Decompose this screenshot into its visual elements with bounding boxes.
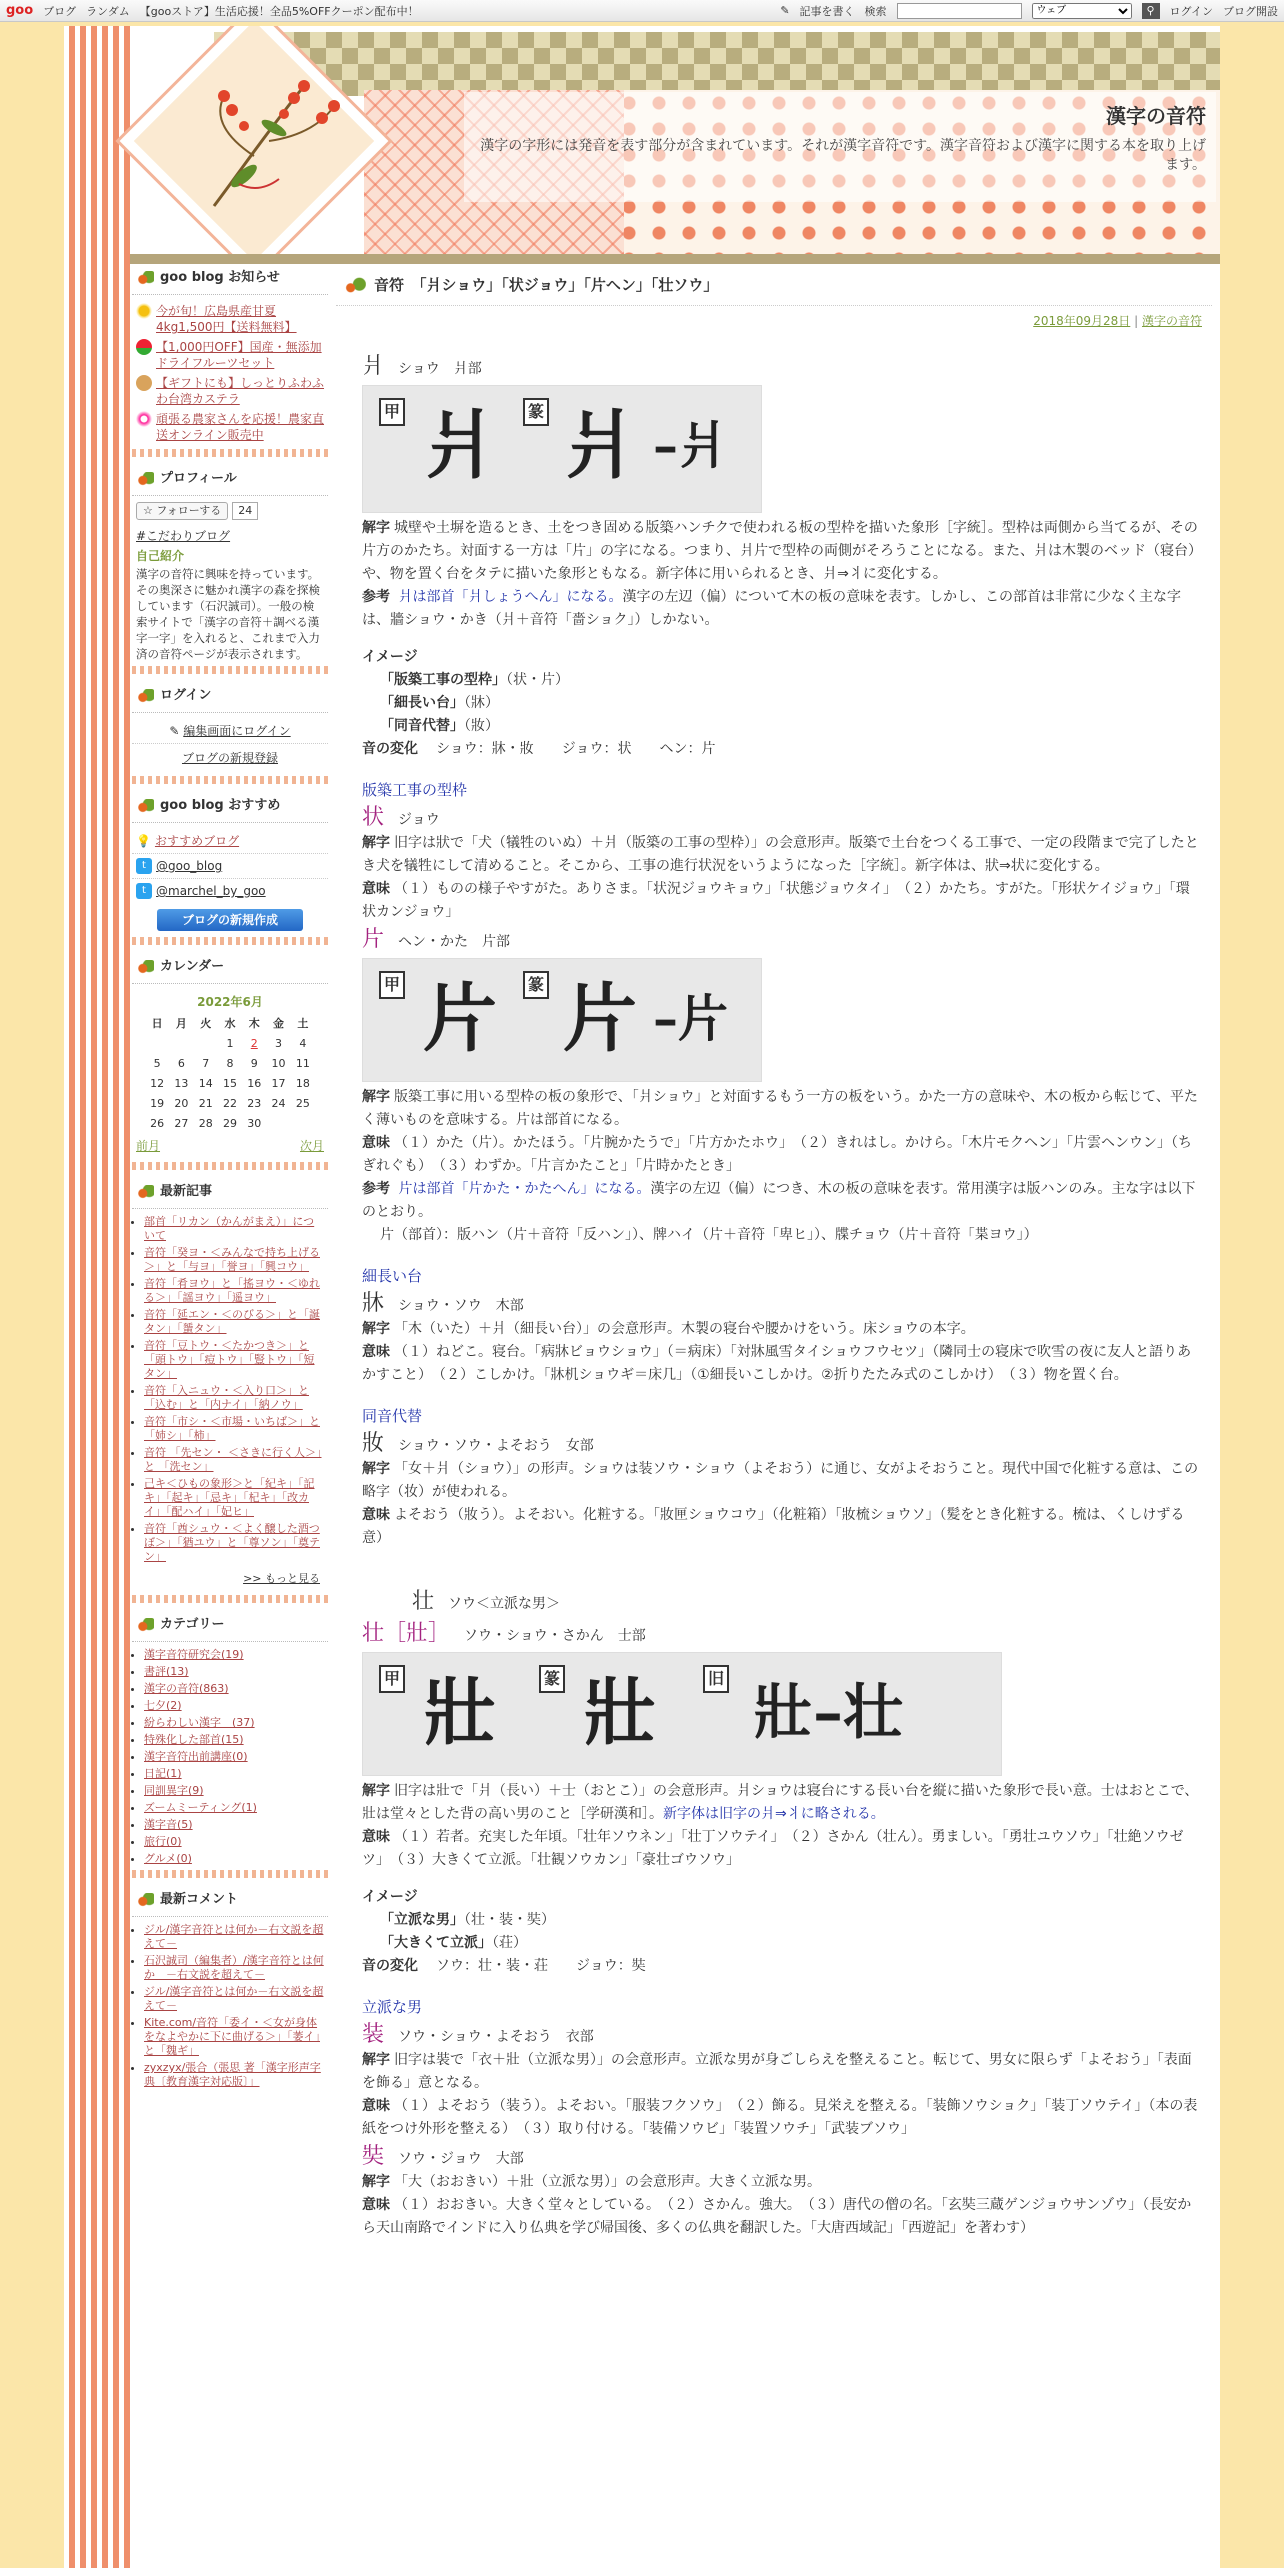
section-subtitle: 細長い台 <box>362 1267 423 1285</box>
calendar-day: 30 <box>247 1117 262 1130</box>
profile-tag-link[interactable]: #こだわりブログ <box>136 529 231 543</box>
comment-item <box>144 2061 324 2089</box>
kanji-script-image: 甲 篆 片 片 –片 <box>362 958 762 1082</box>
kanji-script-image: 甲 篆 爿 爿 –爿 <box>362 385 762 513</box>
recent-post-link[interactable]: 己キ＜ひもの象形＞と「紀キ」「記キ」「起キ」「忌キ」「杞キ」「改カイ」「配ハイ」「妃ヒ」 <box>144 1477 315 1518</box>
calendar-weekday: 土 <box>297 1017 309 1030</box>
category-item-link[interactable]: 日記(1) <box>144 1767 182 1780</box>
calendar-day <box>266 1114 290 1134</box>
leaf-icon <box>138 1185 154 1199</box>
recent-post-link[interactable]: 音符 「先セン・ ＜さきに行く人＞」と 「洗セン」 <box>144 1446 322 1473</box>
top-toolbar <box>0 0 1284 22</box>
toolbar-link-blog[interactable]: ブログ <box>43 4 77 18</box>
flower-icon <box>136 411 152 427</box>
pencil-icon: ✎ <box>169 724 180 738</box>
entry-body: 爿 ショウ 爿部 甲 篆 爿 爿 –爿 解字 城壁や土塀を造るとき、土をつき固める版築ハンチクで使われる板の型枠を描いた象形［字統］。型枠は両側から当てるが、その片方のかたち。対面する一方は「片」の字になる。つまり、爿片で型枠の両側がそろうことになる。また、爿は木製のベッド（寝台）や、物を置く台をタテに描いた象形ともなる。新字体に用いられるとき、爿⇒丬に変化する。 参考 爿は部首「爿しょうへん」になる。漢字の左辺（偏）について木の板の意味を表す。しかし、この部首は非常に少なく主な字は、牆ショウ・かき（爿＋音符「嗇ショク」）しかない。 イメージ 「版築工事の型枠」（状・片） 「細長い台」（牀） 「同音代替」（妝） 音の変化 ショウ：牀・妝 ジョウ：状 ヘン：片 版築工事の型枠 状 ジョウ 解字 旧字は狀で「犬（犠牲のいぬ）＋爿（版築の工事の型枠）」の会意形声。版築で土台をつくる工事で、一定の段階まで完了したとき犬を犠牲にして清めること。そこから、工事の進行状況をいうようになった［字統］。新字体は、狀⇒状に変化する。 意味 （１）ものの様子やすがた。ありさま。「状況ジョウキョウ」「状態ジョウタイ」 （２）かたち。すがた。「形状ケイジョウ」「環状カンジョウ」 片 ヘン・かた 片部 甲 篆 片 片 –片 解字 版築工事に用いる型枠の板の象形で、「爿ショウ」と対面するもう一方の板をいう。かた一方の意味や、木の板から転じて、平たく薄いものを意味する。片は部首になる。 意味 （１）かた（片）。かたほう。「片腕かたうで」「片方かたホウ」 （２）きれはし。かけら。「木片モクヘン」「片雲ヘンウン」（ちぎれぐも） （３）わずか。「片言かたこと」「片時かたとき」 参考 片は部首「片かた・かたへん」になる。漢字の左辺（偏）につき、木の板の意味を表す。常用漢字は版ハンのみ。主な字は以下のとおり。 片（部首）：版ハン（片＋音符「反ハン」）、牌ハイ（片＋音符「卑ヒ」）、牒チョウ（片＋音符「枼ヨウ」） 細長い台 牀 ショウ・ソウ 木部 解字 「木（いた）＋爿（細長い台）」の会意形声。木製の寝台や腰かけをいう。床ショウの本字。 意味 （１）ねどこ。寝台。「病牀ビョウショウ」（＝病床）「対牀風雪タイショウフウセツ」（隣同士の寝床で吹雪の夜に友人と語りあかすこと） （２）こしかけ。「牀机ショウギ＝床几」（①細長いこしかけ。②折りたたみ式のこしかけ） （３）物を置く台。 同音代替 妝 ショウ・ソウ・よそおう 女部 解字 「女＋爿（ショウ）」の形声。ショウは装ソウ・ショウ（よそおう）に通じ、女がよそおうこと。現代中国で化粧する意は、この略字（妆）が使われる。 意味 よそおう（妝う）。よそおい。化粧する。「妝匣ショウコウ」（化粧箱）「妝梳ショウソ」（髪をとき化粧する。梳は、くしけずる意） 壮 ソウ＜立派な男＞ 壮［壯］ ソウ・ショウ・さかん 士部 甲 篆 旧 壯 壯 壯–壮 解字 旧字は壯で「爿（長い）＋士（おとこ）」の会意形声。爿ショウは寝台にする長い台を縦に描いた象形で長い意。士はおとこで、壯は堂々とした背の高い男のこと［学研漢和］。新字体は旧字の爿⇒丬に略される。 意味 （１）若者。充実した年頃。「壮年ソウネン」「壮丁ソウテイ」 （２）さかん（壮ん）。勇ましい。「勇壮ユウソウ」「壮絶ソウゼツ」 （３）大きくて立派。「壮観ソウカン」「豪壮ゴウソウ」 イメージ 「立派な男」（壮・装・奘） 「大きくて立派」（荘） 音の変化 ソウ：壮・装・荘 ジョウ：奘 立派な男 装 ソウ・ショウ・よそおう 衣部 解字 旧字は裝で「衣＋壯（立派な男）」の会意形声。立派な男が身ごしらえを整えること。転じて、男女に限らず「よそおう」「表面を飾る」意となる。 意味 （１）よそおう（装う）。よそおい。「服装フクソウ」 （２）飾る。見栄えを整える。「装飾ソウショク」「装丁ソウテイ」（本の表紙をつけ外形を整える） （３）取り付ける。「装備ソウビ」「装置ソウチ」「武装ブソウ」 奘 ソウ・ジョウ 大部 解字 「大（おおきい）＋壯（立派な男）」の会意形声。大きく立派な男。 意味 （１）おおきい。大きく堂々としている。 （２）さかん。強大。 （３）唐代の僧の名。「玄奘三蔵ゲンジョウサンゾウ」（長安から天山南路でインドに入り仏典を学び帰国後、多くの仏典を翻訳した。「大唐西域記」「西遊記」を著わす） <box>362 354 1199 2236</box>
calendar-day: 5 <box>153 1057 161 1070</box>
watermelon-icon <box>136 339 152 355</box>
blog-header <box>64 26 1220 264</box>
category-item-link[interactable]: 漢字音符出前講座(0) <box>144 1750 248 1763</box>
login-box: ログイン ✎ 編集画面にログイン ブログの新規登録 <box>132 682 328 784</box>
recent-post-link[interactable]: 音符「癸ヨ・＜みんなで持ち上げる＞」と「与ヨ」「誉ヨ」「興コウ」 <box>144 1246 320 1273</box>
calendar-table <box>145 1014 315 1134</box>
bulb-icon: 💡 <box>136 834 151 848</box>
entry-meta: 2018年09月28日 | 漢字の音符 <box>1033 314 1202 328</box>
calendar-day: 10 <box>271 1057 286 1070</box>
kanji-heading: 爿 ショウ 爿部 <box>362 354 482 379</box>
category-item-link[interactable]: 七夕(2) <box>144 1699 182 1712</box>
blog-title[interactable]: 漢字の音符 <box>1106 104 1206 128</box>
calendar-weekday: 水 <box>224 1017 236 1030</box>
comment-item <box>144 1985 324 2013</box>
category-item-link[interactable]: グルメ(0) <box>144 1852 192 1865</box>
calendar-day: 4 <box>299 1037 307 1050</box>
leaf-icon <box>138 472 154 486</box>
entry-date-link[interactable]: 2018年09月28日 <box>1033 314 1131 328</box>
recent-post <box>144 1339 324 1381</box>
search-icon: ⚲ <box>1146 4 1155 17</box>
category-item <box>144 1818 324 1832</box>
prev-month-link[interactable]: 前月 <box>136 1139 161 1153</box>
calendar-day: 17 <box>271 1077 286 1090</box>
notice-item[interactable]: 【ギフトにも】しっとりふわふわ台湾カステラ <box>132 373 328 409</box>
recent-post-link[interactable]: 音符「入ニュウ・＜入り口＞」と「込む」と「内ナイ」「納ノウ」 <box>144 1384 309 1411</box>
calendar-day: 20 <box>174 1097 189 1110</box>
calendar-day: 7 <box>202 1057 210 1070</box>
category-item-link[interactable]: 漢字の音符(863) <box>144 1682 229 1695</box>
sun-icon <box>136 303 152 319</box>
recent-post <box>144 1477 324 1519</box>
category-item <box>144 1682 324 1696</box>
comment-item-link[interactable]: ジル/漢字音符とは何か－右文説を超えて－ <box>144 1985 324 2012</box>
calendar-month: 2022年6月 <box>197 995 263 1009</box>
calendar-day: 13 <box>174 1077 189 1090</box>
calendar-weekday: 火 <box>200 1017 212 1030</box>
category-item <box>144 1750 324 1764</box>
header-bottom-bar <box>130 254 1220 264</box>
calendar-day: 15 <box>222 1077 237 1090</box>
more-posts-link[interactable]: >> もっと見る <box>243 1572 320 1585</box>
comment-item-link[interactable]: Kite.com/音符「委イ・＜女が身体をなよやかに下に曲げる＞」「萎イ」と「魏ギ」 <box>144 2016 320 2057</box>
category-item-link[interactable]: 漢字音符研究会(19) <box>144 1648 244 1661</box>
login-link[interactable]: ログイン <box>1169 4 1213 18</box>
calendar-day[interactable]: 2 <box>250 1037 258 1050</box>
calendar-day: 23 <box>247 1097 262 1110</box>
search-scope-select[interactable] <box>1032 3 1132 19</box>
intro-title: 自己紹介 <box>136 549 185 563</box>
notice-item[interactable]: 【1,000円OFF】国産・無添加ドライフルーツセット <box>132 337 328 373</box>
calendar-day: 28 <box>198 1117 213 1130</box>
calendar-day: 1 <box>226 1037 234 1050</box>
toolbar-link-random[interactable]: ランダム <box>86 4 130 18</box>
category-item-link[interactable]: 特殊化した部首(15) <box>144 1733 244 1746</box>
toolbar-promo-link[interactable]: 【gooストア】生活応援！全品5%OFFクーポン配布中！ <box>139 4 419 18</box>
title-panel <box>464 92 1216 202</box>
open-blog-link[interactable]: ブログ開設 <box>1223 4 1278 18</box>
twitter-goo-link[interactable]: @goo_blog <box>156 859 223 873</box>
follow-button[interactable]: ☆ フォローする <box>136 502 228 520</box>
comment-item <box>144 1923 324 1951</box>
create-blog-button[interactable]: ブログの新規作成 <box>157 909 303 931</box>
section-subtitle: 立派な男 <box>362 1998 423 2016</box>
calendar-day <box>194 1034 218 1054</box>
entry-header <box>336 266 1212 306</box>
recent-post <box>144 1522 324 1564</box>
recent-post-link[interactable]: 音符「市シ・＜市場・いちば＞」と「姉シ」「柿」 <box>144 1415 320 1442</box>
recent-comments-box: 最新コメント • ジル/漢字音符とは何か－右文説を超えて－ • 石沢誠司（編集者）/漢字音符とは何か －右文説を超えて－ • ジル/漢字音符とは何か－右文説を超えて－ • Kite.com/音符「委イ・＜女が身体をなよやかに下に曲げる＞」「萎イ」と「魏ギ」 • zyxzyx/張合（張思 著「漢字形声字典〔教育漢字対応版〕」 <box>132 1886 328 2089</box>
kanji-script-image: 甲 篆 旧 壯 壯 壯–壮 <box>362 1652 1002 1776</box>
recent-post-link[interactable]: 音符「酋シュウ・＜よく醸した酒つぼ＞」「猶ユウ」と「尊ソン」「奠テン」 <box>144 1522 320 1563</box>
calendar-weekday: 木 <box>248 1017 260 1030</box>
comment-item <box>144 2016 324 2058</box>
follow-count: 24 <box>232 502 258 520</box>
search-button[interactable] <box>1142 3 1160 19</box>
notice-item[interactable]: 頑張る農家さんを応援！農家直送オンライン販売中 <box>132 409 328 445</box>
calendar-day: 14 <box>198 1077 213 1090</box>
calendar-day: 22 <box>222 1097 237 1110</box>
leaf-icon <box>138 799 154 813</box>
category-item-link[interactable]: 同訓異字(9) <box>144 1784 204 1797</box>
calendar-weekday: 月 <box>175 1017 187 1030</box>
leaf-icon <box>138 1893 154 1907</box>
category-item-link[interactable]: 紛らわしい漢字 (37) <box>144 1716 255 1729</box>
category-item <box>144 1835 324 1849</box>
recent-post <box>144 1246 324 1274</box>
search-input[interactable] <box>897 3 1022 19</box>
paragraph: 参考 爿は部首「爿しょうへん」になる。漢字の左辺（偏）について木の板の意味を表す。しかし、この部首は非常に少なく主な字は、牆ショウ・かき（爿＋音符「嗇ショク」）しかない。 <box>362 589 1182 628</box>
recent-post <box>144 1215 324 1243</box>
calendar-day: 21 <box>198 1097 213 1110</box>
leaf-icon <box>138 960 154 974</box>
calendar-day <box>291 1114 315 1134</box>
sidebar <box>132 264 328 2097</box>
category-item-link[interactable]: 旅行(0) <box>144 1835 182 1848</box>
osusume-box: goo blog おすすめ 💡 おすすめブログ t @goo_blog t @marchel_by_goo ブログの新規作成 <box>132 792 328 945</box>
category-item <box>144 1784 324 1798</box>
comment-item-link[interactable]: 石沢誠司（編集者）/漢字音符とは何か －右文説を超えて－ <box>144 1954 324 1981</box>
recent-post-link[interactable]: 部首「リカン（かんがまえ）」について <box>144 1215 315 1242</box>
leaf-icon <box>344 277 366 295</box>
calendar-day: 27 <box>174 1117 189 1130</box>
calendar-day: 29 <box>222 1117 237 1130</box>
recent-post <box>144 1277 324 1305</box>
section-subtitle: 同音代替 <box>362 1407 423 1425</box>
osusume-link[interactable]: おすすめブログ <box>154 834 240 848</box>
edit-login-link[interactable]: 編集画面にログイン <box>183 724 291 738</box>
decorative-stripes <box>64 26 130 2568</box>
recent-posts-list <box>132 1215 328 1564</box>
comment-item-link[interactable]: ジル/漢字音符とは何か－右文説を超えて－ <box>144 1923 324 1950</box>
calendar-day: 9 <box>250 1057 258 1070</box>
recent-post-link[interactable]: 音符「延エン・＜のびる＞」と「誕タン」「蜑タン」 <box>144 1308 320 1335</box>
recent-posts-box: 最新記事 • 部首「リカン（かんがまえ）」について • 音符「癸ヨ・＜みんなで持ち上げる＞」と「与ヨ」「誉ヨ」「興コウ」 • 音符「肴ヨウ」と「搖ヨウ・＜ゆれる＞」「謡ヨウ」「遥ヨウ」 • 音符「延エン・＜のびる＞」と「誕タン」「蜑タン」 • 音符「豆トウ・＜たかつき＞」と「頭トウ」「痘トウ」「豎トウ」「短タン」 • 音符「入ニュウ・＜入り口＞」と「込む」と「内ナイ」「納ノウ」 • 音符「市シ・＜市場・いちば＞」と「姉シ」「柿」 • 音符 「先セン・ ＜さきに行く人＞」と 「洗セン」 • 己キ＜ひもの象形＞と「紀キ」「記キ」「起キ」「忌キ」「杞キ」「改カイ」「配ハイ」「妃ヒ」 • 音符「酋シュウ・＜よく醸した酒つぼ＞」「猶ユウ」と「尊ソン」「奠テン」 >> もっと見る <box>132 1178 328 1603</box>
calendar-day: 8 <box>226 1057 234 1070</box>
header-check-pattern <box>214 32 1220 96</box>
calendar-day: 19 <box>150 1097 165 1110</box>
calendar-day <box>145 1034 169 1054</box>
section-subtitle: 版築工事の型枠 <box>362 781 468 799</box>
twitter-marchel-link[interactable]: @marchel_by_goo <box>156 884 266 898</box>
leaf-icon <box>138 689 154 703</box>
calendar-day: 18 <box>295 1077 310 1090</box>
calendar-day <box>169 1034 193 1054</box>
intro-text: 漢字の音符に興味を持っています。その奥深さに魅かれ漢字の森を探検しています（石沢誠司）。一般の検索サイトで「漢字の音符＋調べる漢字一字」を入れると、これまで入力済の音符ページが表示されます。 <box>136 567 320 661</box>
calendar-day: 12 <box>150 1077 165 1090</box>
calendar-weekday: 日 <box>151 1017 163 1030</box>
calendar-day: 26 <box>150 1117 165 1130</box>
recent-post-link[interactable]: 音符「肴ヨウ」と「搖ヨウ・＜ゆれる＞」「謡ヨウ」「遥ヨウ」 <box>144 1277 320 1304</box>
category-item-link[interactable]: 漢字音(5) <box>144 1818 193 1831</box>
calendar-day: 6 <box>177 1057 185 1070</box>
search-label: 検索 <box>864 4 887 18</box>
notice-box <box>132 264 328 457</box>
category-item <box>144 1852 324 1866</box>
berry-branch-icon <box>184 66 344 216</box>
recent-post-link[interactable]: 音符「豆トウ・＜たかつき＞」と「頭トウ」「痘トウ」「豎トウ」「短タン」 <box>144 1339 315 1380</box>
category-item <box>144 1767 324 1781</box>
recent-post <box>144 1308 324 1336</box>
category-item <box>144 1733 324 1747</box>
new-register-link[interactable]: ブログの新規登録 <box>181 751 278 765</box>
paragraph: 解字 城壁や土塀を造るとき、土をつき固める版築ハンチクで使われる板の型枠を描いた象形［字統］。型枠は両側から当てるが、その片方のかたち。対面する一方は「片」の字になる。つまり、爿片で型枠の両側がそろうことになる。また、爿は木製のベッド（寝台）や、物を置く台をタテに描いた象形ともなる。新字体に用いられるとき、爿⇒丬に変化する。 <box>362 520 1198 582</box>
goo-logo[interactable]: goo <box>6 3 34 18</box>
calendar-day: 16 <box>247 1077 262 1090</box>
calendar-day: 11 <box>295 1057 310 1070</box>
recent-post <box>144 1446 324 1474</box>
category-box: カテゴリー • 漢字音符研究会(19) • 書評(13) • 漢字の音符(863) • 七夕(2) • 紛らわしい漢字 (37) • 特殊化した部首(15) • 漢字音符出前講座(0) • 日記(1) • 同訓異字(9) • ズームミーティング(1) • 漢字音(5) • 旅行(0) • グルメ(0) <box>132 1611 328 1878</box>
category-list <box>132 1648 328 1866</box>
dog-icon <box>136 375 152 391</box>
twitter-icon: t <box>136 883 152 899</box>
write-post-link[interactable]: 記事を書く <box>799 4 855 18</box>
category-item-link[interactable]: ズームミーティング(1) <box>144 1801 257 1814</box>
page <box>64 26 1220 2568</box>
comment-item-link[interactable]: zyxzyx/張合（張思 著「漢字形声字典〔教育漢字対応版〕」 <box>144 2061 321 2088</box>
calendar-box: カレンダー 2022年6月 日 月 火 水 木 金 土 1 2 3 4 5 6 7 8 9 10 11 12 13 14 15 16 17 18 19 20 21 22 23 24 25 26 27 28 29 30 前月 次月 <box>132 953 328 1170</box>
calendar-weekday: 金 <box>273 1017 285 1030</box>
category-item-link[interactable]: 書評(13) <box>144 1665 189 1678</box>
next-month-link[interactable]: 次月 <box>299 1139 324 1153</box>
notice-item[interactable]: 今が旬！広島県産甘夏4kg1,500円【送料無料】 <box>132 301 328 337</box>
category-item <box>144 1699 324 1713</box>
category-item <box>144 1716 324 1730</box>
calendar-day: 24 <box>271 1097 286 1110</box>
profile-box: プロフィール ☆ フォローする 24 #こだわりブログ 自己紹介 漢字の音符に興味を持っています。その奥深さに魅かれ漢字の森を探検しています（石沢誠司）。一般の検索サイトで「漢字の音符＋調べる漢字一字」を入れると、これまで入力済の音符ページが表示されます。 <box>132 465 328 674</box>
write-post-icon: ✎ <box>780 4 790 17</box>
recent-comments-list <box>132 1923 328 2089</box>
recent-post <box>144 1384 324 1412</box>
main-content <box>336 266 1212 2240</box>
calendar-day: 3 <box>275 1037 283 1050</box>
comment-item <box>144 1954 324 1982</box>
category-item <box>144 1648 324 1662</box>
notice-heading: goo blog お知らせ <box>132 264 328 295</box>
category-item <box>144 1801 324 1815</box>
twitter-icon: t <box>136 858 152 874</box>
leaf-icon <box>138 271 154 285</box>
category-item <box>144 1665 324 1679</box>
entry-category-link[interactable]: 漢字の音符 <box>1141 314 1202 328</box>
calendar-day: 25 <box>295 1097 310 1110</box>
entry-title: 音符 「爿ショウ」「状ジョウ」「片ヘン」「壮ソウ」 <box>374 276 719 294</box>
leaf-icon <box>138 1618 154 1632</box>
image-title: イメージ <box>362 649 418 665</box>
recent-post <box>144 1415 324 1443</box>
blog-description: 漢字の字形には発音を表す部分が含まれています。それが漢字音符です。漢字音符および漢字に関する本を取り上げます。 <box>480 138 1206 173</box>
